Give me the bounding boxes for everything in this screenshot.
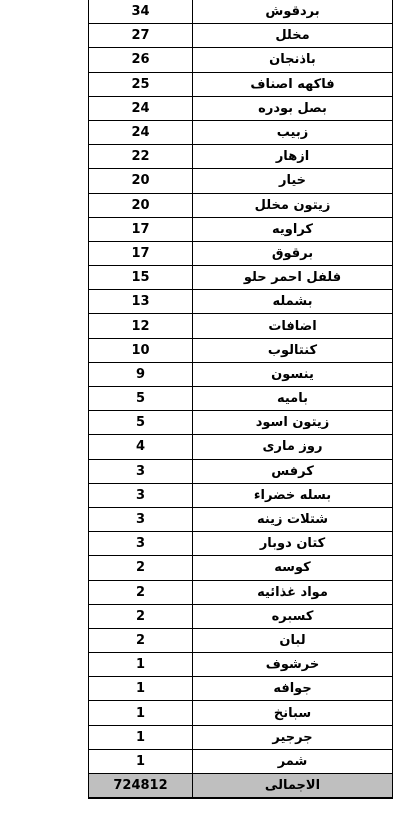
row-value: 9 (89, 362, 193, 386)
row-name: فاكهه اصناف (193, 72, 393, 96)
row-name: برقوق (193, 241, 393, 265)
row-value: 10 (89, 338, 193, 362)
row-value: 1 (89, 725, 193, 749)
row-value: 5 (89, 411, 193, 435)
table-row (89, 653, 393, 677)
row-value: 3 (89, 507, 193, 531)
row-value: 22 (89, 145, 193, 169)
row-name: مواد غذائيه (193, 580, 393, 604)
table-row (89, 725, 393, 749)
table-row (89, 145, 393, 169)
row-name: بسله خضراء (193, 483, 393, 507)
data-table (88, 0, 393, 799)
table-row (89, 193, 393, 217)
row-value: 1 (89, 749, 193, 773)
row-name: لبان (193, 628, 393, 652)
table-row (89, 72, 393, 96)
row-name: زبيب (193, 120, 393, 144)
row-value: 20 (89, 193, 193, 217)
row-name: كراويه (193, 217, 393, 241)
table-row (89, 48, 393, 72)
table-row (89, 241, 393, 265)
row-value: 2 (89, 604, 193, 628)
row-value: 25 (89, 72, 193, 96)
table-row (89, 701, 393, 725)
row-name: زيتون مخلل (193, 193, 393, 217)
row-name: خرشوف (193, 653, 393, 677)
row-name: شمر (193, 749, 393, 773)
row-value: 2 (89, 556, 193, 580)
row-name: بردقوش (193, 0, 393, 24)
row-value: 4 (89, 435, 193, 459)
row-name: بشمله (193, 290, 393, 314)
row-value: 12 (89, 314, 193, 338)
table-row (89, 338, 393, 362)
table-row (89, 314, 393, 338)
row-name: كنتالوب (193, 338, 393, 362)
row-name: خيار (193, 169, 393, 193)
total-label: الاجمالى (193, 774, 393, 799)
table-row (89, 0, 393, 24)
table-row (89, 483, 393, 507)
row-value: 3 (89, 459, 193, 483)
table-row (89, 387, 393, 411)
row-name: باذنجان (193, 48, 393, 72)
table-row (89, 532, 393, 556)
row-value: 26 (89, 48, 193, 72)
row-value: 27 (89, 24, 193, 48)
row-name: ينسون (193, 362, 393, 386)
table-row (89, 435, 393, 459)
table-row (89, 604, 393, 628)
table-row (89, 362, 393, 386)
row-value: 5 (89, 387, 193, 411)
row-name: ازهار (193, 145, 393, 169)
row-value: 2 (89, 580, 193, 604)
row-value: 15 (89, 266, 193, 290)
table-row (89, 169, 393, 193)
row-name: كرفس (193, 459, 393, 483)
row-name: جرجير (193, 725, 393, 749)
table-row (89, 556, 393, 580)
row-name: شتلات زينه (193, 507, 393, 531)
total-row (89, 774, 393, 799)
table-row (89, 120, 393, 144)
row-name: زيتون اسود (193, 411, 393, 435)
row-name: جوافه (193, 677, 393, 701)
row-value: 1 (89, 677, 193, 701)
row-name: بصل بودره (193, 96, 393, 120)
row-value: 20 (89, 169, 193, 193)
row-value: 1 (89, 701, 193, 725)
row-value: 3 (89, 532, 193, 556)
row-name: روز مارى (193, 435, 393, 459)
row-name: باميه (193, 387, 393, 411)
row-value: 3 (89, 483, 193, 507)
row-value: 24 (89, 96, 193, 120)
row-value: 2 (89, 628, 193, 652)
row-value: 24 (89, 120, 193, 144)
row-name: سبانخ (193, 701, 393, 725)
table-row (89, 217, 393, 241)
row-name: فلفل احمر حلو (193, 266, 393, 290)
table-row (89, 96, 393, 120)
table-row (89, 266, 393, 290)
row-name: كتان دوبار (193, 532, 393, 556)
row-name: كسبره (193, 604, 393, 628)
row-value: 1 (89, 653, 193, 677)
row-value: 13 (89, 290, 193, 314)
row-value: 34 (89, 0, 193, 24)
table-row (89, 411, 393, 435)
table-row (89, 507, 393, 531)
table-row (89, 628, 393, 652)
table-row (89, 749, 393, 773)
table-body (89, 0, 393, 798)
row-name: اضافات (193, 314, 393, 338)
table-row (89, 290, 393, 314)
total-value: 724812 (89, 774, 193, 799)
table-row (89, 459, 393, 483)
table-row (89, 580, 393, 604)
row-value: 17 (89, 241, 193, 265)
table-row (89, 24, 393, 48)
table-row (89, 677, 393, 701)
row-value: 17 (89, 217, 193, 241)
row-name: كوسه (193, 556, 393, 580)
row-name: مخلل (193, 24, 393, 48)
